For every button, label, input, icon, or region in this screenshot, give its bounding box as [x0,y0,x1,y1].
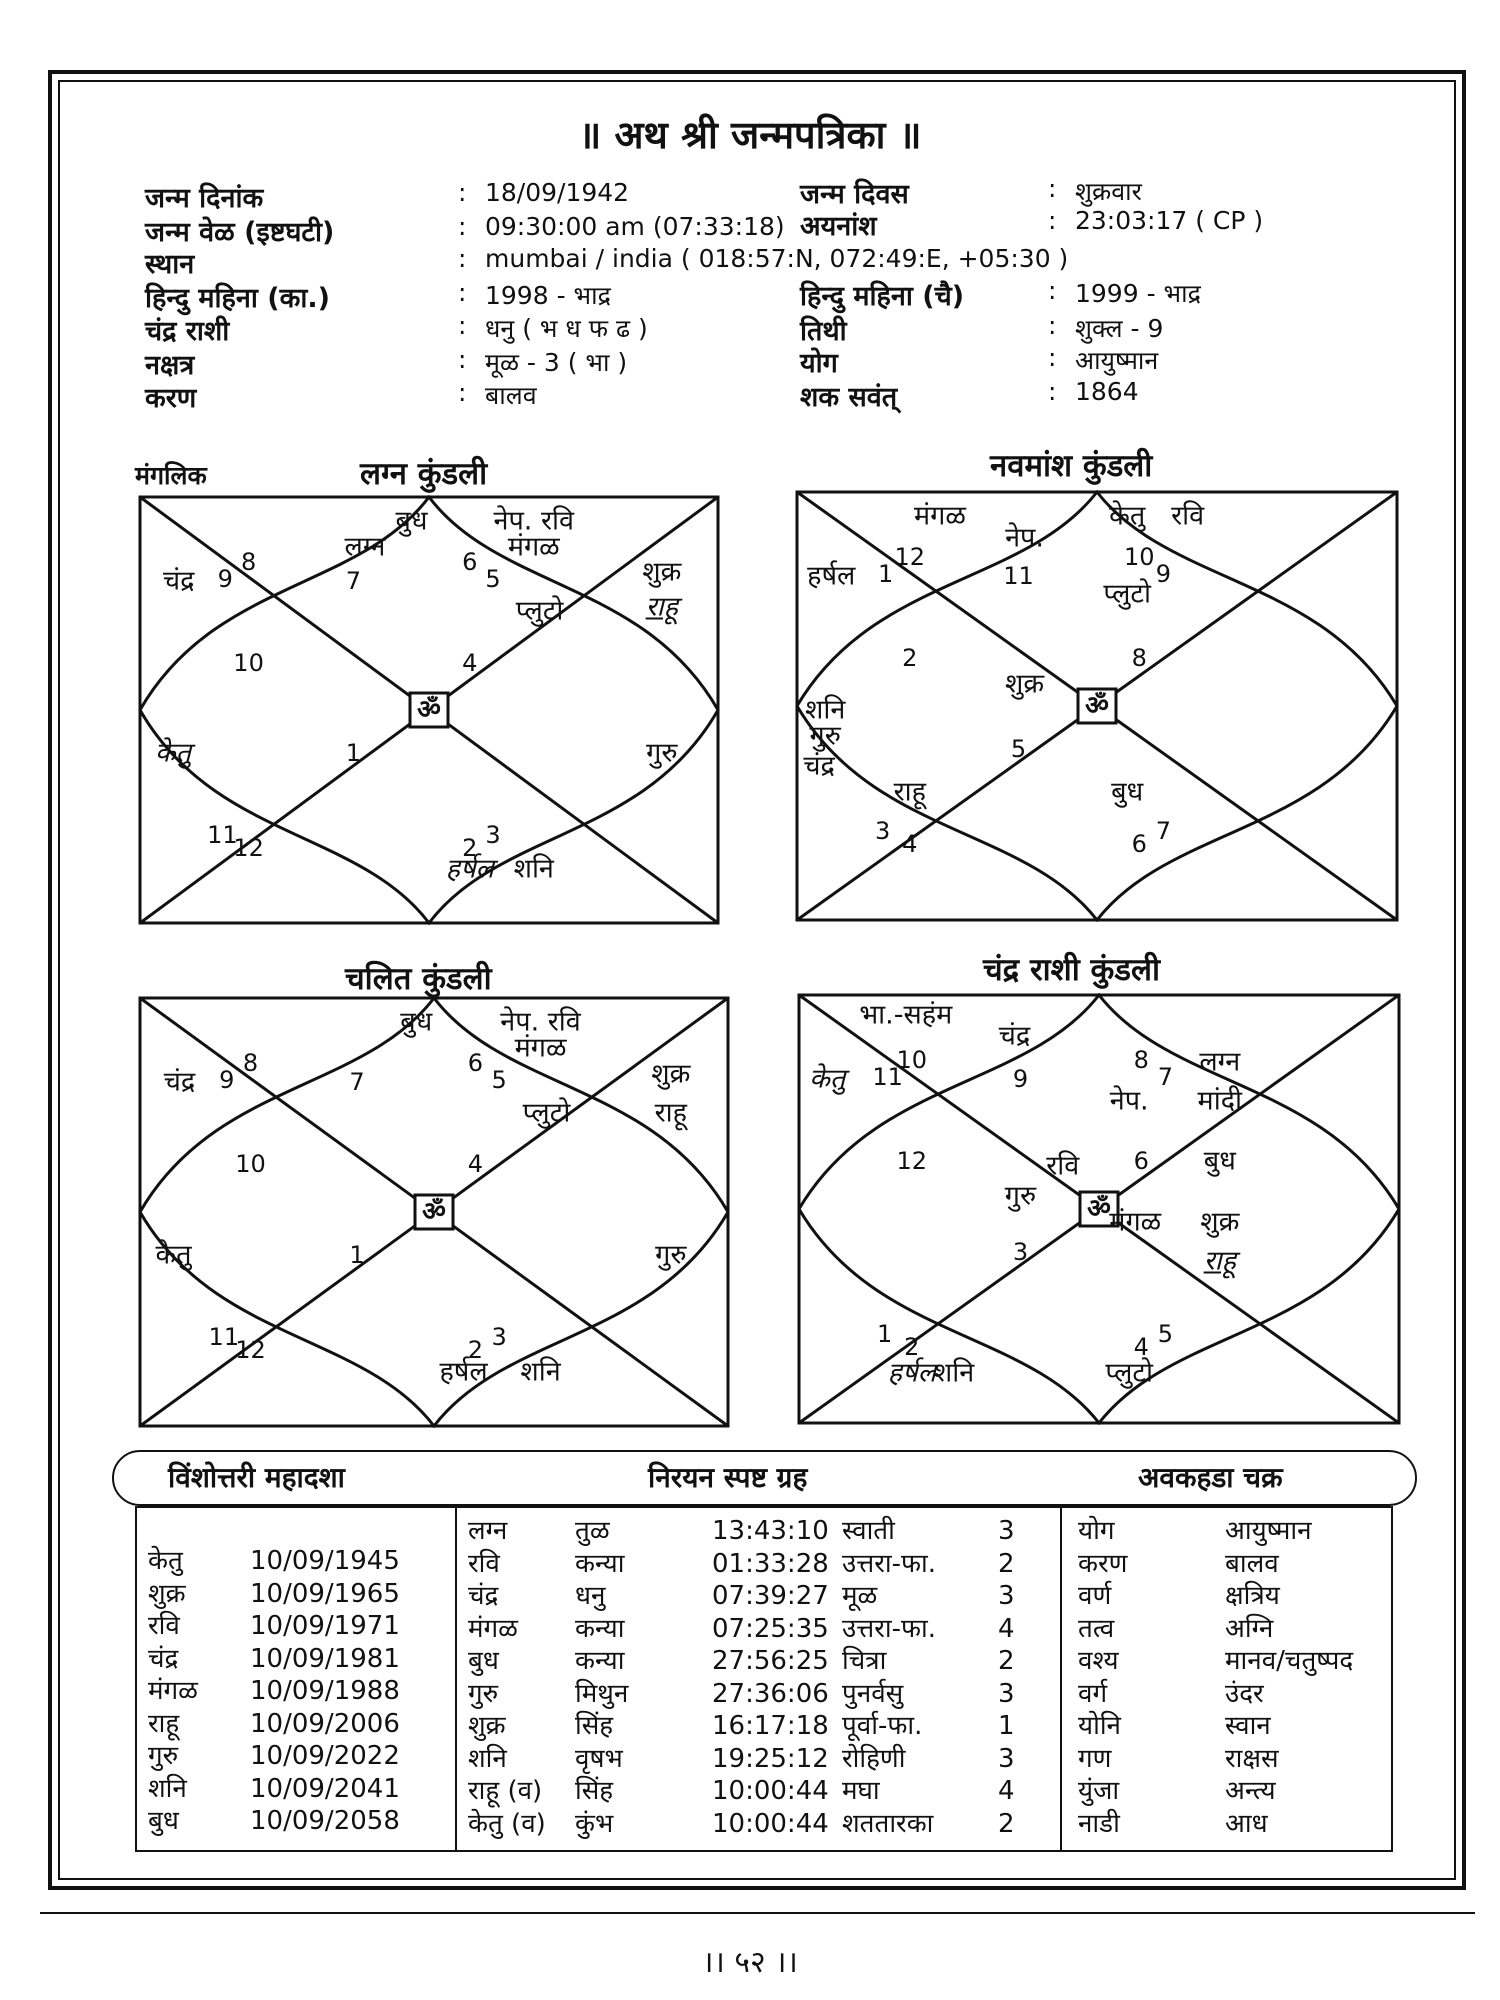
grah-cell: मंगळ [468,1613,518,1644]
avakahada-key: वर्ण [1078,1581,1112,1611]
detail-colon: : [458,244,467,273]
grah-cell: कन्या [575,1646,625,1676]
grah-cell: केतु (व) [468,1808,546,1839]
house-number: 1 [876,1320,893,1349]
planet-label: हर्षल [439,1356,488,1388]
dasha-planet: मंगळ [148,1676,198,1706]
detail-colon: : [458,278,467,307]
house-number: 8 [242,1048,259,1077]
avakahada-value: उंदर [1225,1678,1264,1709]
dasha-planet: चंद्र [148,1643,179,1674]
footer-rule [40,1912,1475,1914]
dasha-planet: शनि [148,1773,187,1804]
grah-cell: सिंह [575,1711,614,1741]
house-number: 5 [491,1066,507,1095]
dasha-date: 10/09/1988 [250,1676,400,1706]
avakahada-key: तत्व [1078,1613,1115,1644]
om-symbol: ॐ [1087,1194,1111,1224]
house-number: 6 [462,547,478,576]
grah-cell: बुध [468,1646,499,1676]
chandra-kundli [797,993,1401,1425]
grah-header: निरयन स्पष्ट ग्रह [648,1461,808,1494]
dasha-planet: रवि [148,1611,180,1641]
planet-label: केतु [154,737,191,769]
planet-label: प्लुटो [1103,578,1152,610]
avakahada-key: योनि [1078,1711,1121,1741]
house-number: 5 [1157,1320,1174,1349]
house-number: 3 [874,817,891,846]
planet-label: शनि [513,853,554,885]
detail-value: 1999 - भाद्र [1075,279,1201,308]
page-title: ॥ अथ श्री जन्मपत्रिका ॥ [578,113,922,157]
om-symbol: ॐ [417,695,441,725]
detail-value: 23:03:17 ( CP ) [1075,206,1264,235]
dasha-date: 10/09/2022 [250,1741,400,1771]
house-number: 6 [1131,830,1147,859]
dasha-date: 10/09/1981 [250,1643,400,1674]
grah-cell: लग्न [468,1516,508,1546]
planet-label: बुध [400,1006,433,1038]
detail-label: नक्षत्र [145,350,195,381]
grah-cell: 27:36:06 [712,1678,829,1709]
grah-cell: 2 [998,1808,1015,1839]
house-number: 11 [208,1323,240,1352]
avakahada-value: स्वान [1225,1711,1271,1741]
planet-label: मांदी [1197,1085,1243,1117]
house-number: 5 [485,564,501,593]
house-number: 1 [349,1241,365,1270]
house-number: 9 [219,1066,235,1095]
grah-cell: पूर्वा-फा. [842,1711,923,1741]
house-number: 4 [1133,1333,1149,1362]
house-number: 3 [1012,1238,1029,1267]
house-number: 7 [345,567,361,595]
planet-label: गुरु [655,1239,687,1271]
dasha-planet: बुध [148,1806,179,1836]
grah-cell: 07:25:35 [712,1613,829,1644]
house-number: 1 [345,739,361,767]
chandra-chart-title: चंद्र राशी कुंडली [983,952,1160,988]
navamsha-kundli [795,490,1399,922]
house-number: 7 [1155,817,1172,846]
house-number: 10 [896,1045,928,1074]
planet-label: नेप. [1109,1085,1149,1117]
planet-label: शुक्र [1004,668,1045,700]
grah-cell: वृषभ [575,1743,623,1774]
house-number: 12 [896,1147,928,1176]
planet-label: बुध [1111,776,1144,808]
grah-cell: शततारका [842,1808,934,1839]
grah-cell: मघा [842,1776,880,1806]
planet-label: प्लुटो [515,595,564,627]
detail-colon: : [1048,174,1057,203]
planet-label: भा.-सहंम [859,999,953,1031]
planet-label: शनि [933,1357,975,1389]
detail-label: जन्म वेळ (इष्टघटी) [145,217,335,248]
chalit-kundli [138,996,730,1428]
house-number: 11 [207,820,238,849]
house-number: 9 [1012,1065,1029,1094]
planet-label: गुरु [809,720,841,752]
om-symbol: ॐ [422,1197,446,1227]
house-number: 9 [1155,560,1172,589]
planet-label: शुक्र [1200,1206,1240,1238]
house-number: 8 [1133,1045,1149,1074]
grah-cell: 2 [998,1646,1015,1676]
detail-label: करण [145,383,197,414]
grah-cell: स्वाती [842,1516,895,1546]
planet-label: प्लुटो [1105,1357,1154,1389]
planet-label: रवि [1046,1150,1080,1182]
detail-value: 18/09/1942 [485,178,630,207]
grah-cell: 3 [998,1581,1015,1611]
planet-label: लग्न [344,531,386,563]
grah-cell: 4 [998,1613,1015,1644]
avakahada-key: योग [1078,1516,1115,1546]
planet-label: मंगळ [914,500,966,532]
grah-cell: शुक्र [468,1711,506,1741]
planet-label: केतु [155,1239,192,1271]
lagna-chart-title: लग्न कुंडली [360,456,488,492]
house-number: 9 [217,564,233,593]
detail-label: जन्म दिनांक [145,183,264,214]
house-number: 3 [485,820,501,849]
house-number: 1 [877,560,894,589]
planet-label: चंद्र [163,1066,196,1098]
detail-value: मूळ - 3 ( भा ) [485,348,628,377]
detail-label: हिन्दु महिना (का.) [145,283,330,314]
planet-label: नेप. रवि [493,505,575,537]
grah-cell: 2 [998,1548,1015,1579]
detail-value: 09:30:00 am (07:33:18) [485,212,785,241]
table-divider [1060,1506,1062,1852]
dasha-date: 10/09/1971 [250,1611,400,1641]
grah-cell: राहू (व) [468,1776,543,1806]
planet-label: चंद्र [803,750,835,782]
detail-value: 1998 - भाद्र [485,281,611,310]
grah-cell: 07:39:27 [712,1581,829,1611]
detail-value: बालव [485,381,537,410]
detail-colon: : [458,178,467,207]
grah-cell: 4 [998,1776,1015,1806]
dasha-date: 10/09/1945 [250,1546,400,1576]
manglik-tag: मंगलिक [135,461,207,490]
avakahada-value: बालव [1225,1548,1279,1579]
dasha-date: 10/09/2041 [250,1773,400,1804]
house-number: 2 [904,1333,920,1362]
grah-cell: 10:00:44 [712,1776,829,1806]
planet-label: मंगळ [507,531,560,563]
detail-colon: : [1048,377,1057,406]
planet-label: नेप. [1005,522,1044,554]
grah-cell: गुरु [468,1678,499,1709]
planet-label: शनि [520,1356,561,1388]
detail-colon: : [1048,206,1057,235]
planet-label: गुरु [646,737,678,769]
avakahada-value: अन्त्य [1225,1776,1276,1806]
chalit-chart-title: चलित कुंडली [345,961,492,997]
house-number: 11 [872,1063,903,1092]
page-number: ।। ५२ ।। [702,1945,798,1980]
house-number: 4 [467,1150,484,1179]
detail-value: धनु ( भ ध फ ढ ) [485,314,648,343]
detail-colon: : [1048,343,1057,372]
dasha-date: 10/09/2058 [250,1806,400,1836]
avakahada-value: राक्षस [1225,1743,1279,1774]
dasha-date: 10/09/1965 [250,1578,400,1609]
house-number: 2 [467,1336,484,1365]
avakahada-value: मानव/चतुष्पद [1225,1646,1354,1676]
house-number: 10 [235,1150,266,1179]
detail-label: अयनांश [800,211,877,242]
planet-label: बुध [395,505,428,537]
navamsha-chart-title: नवमांश कुंडली [990,448,1153,484]
house-number: 2 [462,833,478,862]
planet-label: शुक्र [642,556,682,588]
grah-cell: 10:00:44 [712,1808,829,1839]
detail-label: योग [800,348,838,379]
detail-value: शुक्रवार [1075,177,1142,206]
grah-cell: मूळ [842,1581,878,1611]
detail-label: जन्म दिवस [800,179,909,210]
avakahada-key: गण [1078,1743,1112,1774]
grah-cell: 3 [998,1678,1015,1709]
detail-label: शक सवंत् [800,382,898,413]
om-symbol: ॐ [1085,691,1109,721]
detail-colon: : [1048,311,1057,340]
planet-label: राहू [645,591,678,623]
planet-label: मंगळ [514,1032,567,1064]
dasha-date: 10/09/2006 [250,1708,400,1739]
avakahada-value: अग्नि [1225,1613,1274,1644]
grah-cell: 13:43:10 [712,1516,829,1546]
house-number: 10 [1123,542,1155,571]
grah-cell: 27:56:25 [712,1646,829,1676]
grah-cell: मिथुन [575,1678,629,1709]
detail-value: 1864 [1075,377,1139,406]
grah-cell: रोहिणी [842,1743,906,1774]
grah-cell: कन्या [575,1548,625,1579]
dasha-header: विंशोत्तरी महादशा [168,1461,345,1494]
detail-label: तिथी [800,316,847,347]
grah-cell: उत्तरा-फा. [842,1613,937,1644]
house-number: 2 [902,644,918,673]
detail-colon: : [458,311,467,340]
detail-colon: : [458,378,467,407]
house-number: 4 [462,648,478,677]
grah-cell: 1 [998,1711,1015,1741]
detail-colon: : [458,345,467,374]
planet-label: मंगळ [1109,1206,1162,1238]
grah-cell: 16:17:18 [712,1711,829,1741]
avakahada-key: युंजा [1078,1776,1120,1806]
house-number: 11 [1003,562,1034,591]
avakahada-value: आध [1225,1808,1268,1839]
house-number: 12 [233,833,264,862]
house-number: 3 [491,1323,507,1352]
grah-cell: 01:33:28 [712,1548,829,1579]
house-number: 12 [894,542,926,571]
planet-label: चंद्र [998,1020,1031,1052]
house-number: 5 [1010,735,1027,764]
avakahada-header: अवकहडा चक्र [1138,1461,1283,1494]
grah-cell: चित्रा [842,1646,887,1676]
avakahada-key: वश्य [1078,1646,1119,1676]
grah-cell: उत्तरा-फा. [842,1548,937,1579]
house-number: 8 [1131,644,1147,673]
planet-label: हर्षल [887,1357,936,1389]
planet-label: हर्षल [445,853,494,885]
table-divider [455,1506,457,1852]
house-number: 12 [235,1336,266,1365]
detail-colon: : [1048,276,1057,305]
dasha-planet: केतु [148,1546,183,1576]
house-number: 10 [233,648,264,677]
lagna-kundli [138,495,720,925]
grah-cell: चंद्र [468,1581,499,1611]
planet-label: नेप. रवि [500,1006,581,1038]
house-number: 4 [902,830,918,859]
house-number: 7 [349,1068,365,1097]
avakahada-value: क्षत्रिय [1225,1581,1280,1611]
avakahada-key: करण [1078,1548,1128,1579]
house-number: 8 [240,547,257,576]
detail-colon: : [458,212,467,241]
planet-label: बुध [1203,1145,1236,1177]
grah-cell: रवि [468,1548,500,1579]
planet-label: शनि [805,694,846,726]
planet-label: चंद्र [162,565,195,597]
grah-cell: तुळ [575,1516,610,1546]
planet-label: रवि [1171,500,1205,532]
house-number: 6 [1133,1147,1149,1176]
planet-label: गुरु [1004,1180,1037,1212]
detail-label: स्थान [145,249,195,280]
grah-cell: कुंभ [575,1808,614,1839]
detail-value: आयुष्मान [1075,346,1159,375]
planet-label: हर्षल [807,560,856,592]
planet-label: शुक्र [651,1058,691,1090]
dasha-planet: गुरु [148,1741,179,1771]
avakahada-value: आयुष्मान [1225,1516,1312,1546]
planet-label: राहू [893,776,926,808]
house-number: 6 [467,1048,484,1077]
detail-label: चंद्र राशी [145,316,230,347]
avakahada-key: वर्ग [1078,1678,1108,1709]
house-number: 7 [1157,1063,1174,1092]
grah-cell: 3 [998,1743,1015,1774]
grah-cell: कन्या [575,1613,625,1644]
detail-value: mumbai / india ( 018:57:N, 072:49:E, +05:30 ) [485,244,1069,273]
detail-value: शुक्ल - 9 [1075,314,1164,343]
grah-cell: पुनर्वसु [842,1678,904,1709]
dasha-planet: राहू [148,1708,180,1739]
planet-label: केतु [809,1063,846,1095]
planet-label: केतु [1109,500,1146,532]
grah-cell: सिंह [575,1776,614,1806]
avakahada-key: नाडी [1078,1808,1120,1839]
grah-cell: 3 [998,1516,1015,1546]
grah-cell: धनु [575,1581,606,1611]
detail-label: हिन्दु महिना (चै) [800,281,965,312]
dasha-planet: शुक्र [148,1578,186,1609]
planet-label: राहू [1203,1245,1236,1277]
planet-label: लग्न [1199,1046,1241,1078]
planet-label: राहू [654,1097,687,1129]
grah-cell: शनि [468,1743,507,1774]
grah-cell: 19:25:12 [712,1743,829,1774]
planet-label: प्लुटो [522,1097,571,1129]
